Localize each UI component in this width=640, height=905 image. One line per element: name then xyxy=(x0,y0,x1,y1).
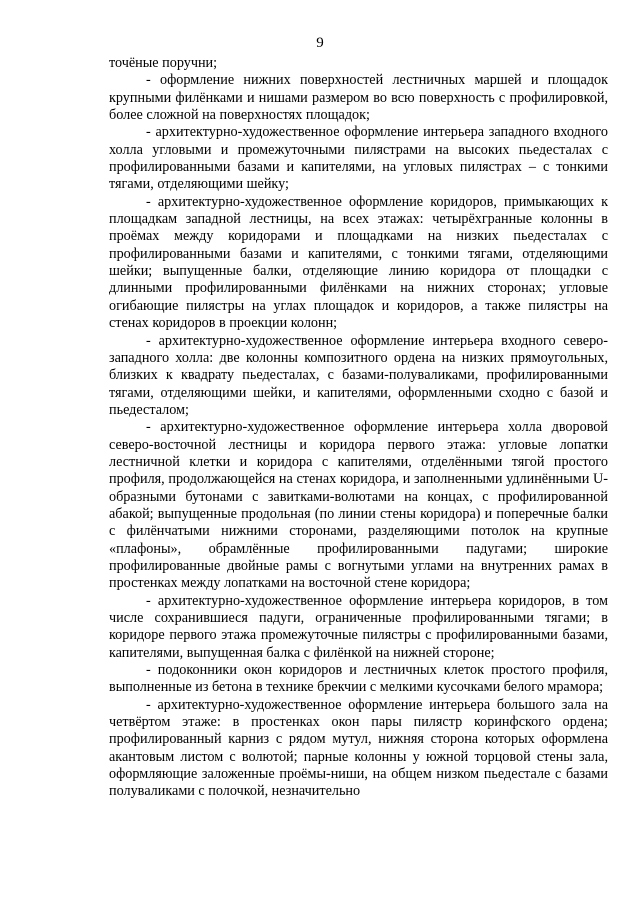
paragraph: - оформление нижних поверхностей лестничных маршей и площадок крупными филёнками и нишами размером во всю поверхность с профилировкой, более сложной на поверхностях площадок; xyxy=(109,72,608,124)
paragraph: точёные поручни; xyxy=(109,55,218,71)
paragraph: - архитектурно-художественное оформление интерьера холла дворовой северо-восточной лестницы и коридора первого этажа: угловые лопатки лестничной клетки и коридора с капителями, отделёнными тягой простого профиля, продолжающейся на стенах коридора, и заполненными удлинёнными U-образными бутонами с завитками-волютами на концах, с профилированной абакой; выпущенные продольная (по линии стены коридора) и поперечные балки с филёнчатыми нижними сторонами, разделяющими потолок на крупные «плафоны», обрамлённые профилированными падугами; широкие профилированные двойные рамы с вогнутыми углами на внутренних рамах в простенках между лопатками на восточной стене коридора; xyxy=(109,419,608,592)
document-body xyxy=(109,55,608,801)
paragraph: - архитектурно-художественное оформление интерьера коридоров, в том числе сохранившиеся падуги, ограниченные профилированными тягами; в коридоре первого этажа промежуточные пилястры с профилированными базами, капителями, выпущенная балка с филёнкой на нижней стороне; xyxy=(109,592,608,661)
paragraph: - архитектурно-художественное оформление интерьера входного северо-западного холла: две колонны композитного ордена на низких прямоугольных, близких к квадрату пьедесталах, с базами-полувaликами, профилированными тягами, отделяющими шейки, и капителями, оформленными сходно с базой и пьедесталом; xyxy=(109,332,608,418)
page-number: 9 xyxy=(316,35,324,51)
paragraph: - архитектурно-художественное оформление интерьера западного входного холла угловыми и промежуточными пилястрами на высоких пьедесталах с профилированными базами и капителями, на угловых пилястрах – с тонкими тягами, отделяющими шейку; xyxy=(109,124,608,193)
paragraph: - архитектурно-художественное оформление коридоров, примыкающих к площадкам западной лестницы, на всех этажах: четырёхгранные колонны в проёмах между коридорами и площадками на низких пьедесталах с профилированными базами и капителями, с тонкими тягами, отделяющими шейки; выпущенные балки, отделяющие линию коридора от площадки с длинными профилированными филёнками на нижних сторонах; угловые огибающие пилястры на углах площадок и коридоров, а также пилястры на стенах коридоров в проекции колонн; xyxy=(109,193,608,332)
paragraph: - архитектурно-художественное оформление интерьера большого зала на четвёртом этаже: в простенках окон пары пилястр коринфского ордена; профилированный карниз с рядом мутул, нижняя сторона которых оформлена акантовым листом с волютой; парные колонны у южной торцовой стены зала, оформляющие заложенные проёмы-ниши, на общем низком пьедестале с базами полувaликами с полочкой, незначительно xyxy=(109,696,608,800)
paragraph: - подоконники окон коридоров и лестничных клеток простого профиля, выполненные из бетона в технике брекчии с мелкими кусочками белого мрамора; xyxy=(109,662,608,696)
